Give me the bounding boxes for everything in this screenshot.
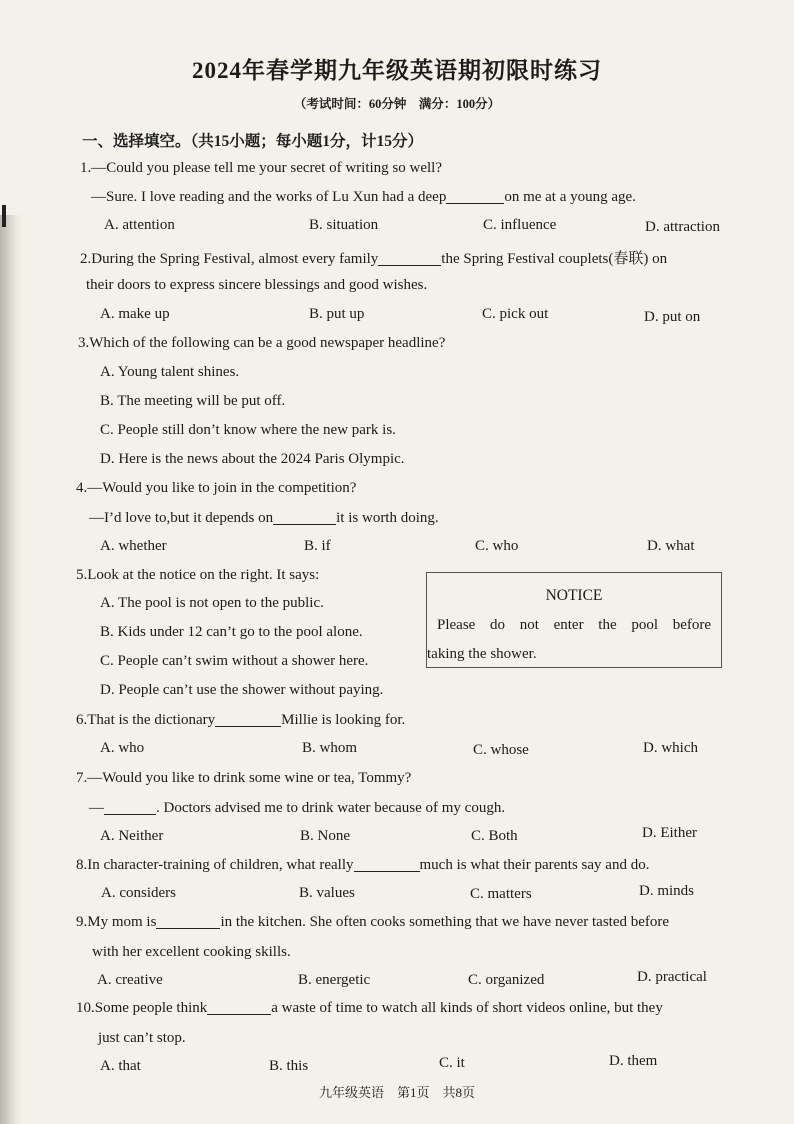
q10-text-a: 10.Some people think xyxy=(76,1000,208,1016)
notice-body xyxy=(427,611,711,669)
q1-option-c: C. influence xyxy=(483,217,557,233)
q8-text-a: 8.In character-training of children, what really xyxy=(76,857,354,873)
q4-option-d: D. what xyxy=(647,538,695,554)
q10-option-b: B. this xyxy=(269,1058,309,1074)
exam-title: 2024年春学期九年级英语期初限时练习 xyxy=(192,58,602,83)
q6-option-b: B. whom xyxy=(302,740,358,756)
q10-text-b: a waste of time to watch all kinds of short videos online, but they xyxy=(271,1000,663,1016)
q9-option-c: C. organized xyxy=(468,972,545,988)
q3-option-b: B. The meeting will be put off. xyxy=(100,393,286,409)
q3-option-d: D. Here is the news about the 2024 Paris Olympic. xyxy=(100,451,405,467)
page-footer: 九年级英语 第1页 共8页 xyxy=(318,1085,475,1100)
q5-option-c: C. People can’t swim without a shower here. xyxy=(100,653,369,669)
binding-mark xyxy=(2,205,6,227)
q8-stem xyxy=(76,856,649,874)
q6-option-a: A. who xyxy=(100,740,145,756)
q1-text-b: on me at a young age. xyxy=(504,189,636,205)
q7-option-b: B. None xyxy=(300,828,350,844)
q4-text-a: —I’d love to,but it depends on xyxy=(89,510,274,526)
section-heading: 一、选择填空。（共15小题；每小题1分，计15分） xyxy=(82,133,424,150)
q4-stem: 4.—Would you like to join in the competition? xyxy=(76,480,357,496)
q6-text-a: 6.That is the dictionary xyxy=(76,712,216,728)
q9-text-b: in the kitchen. She often cooks something that we have never tasted before xyxy=(220,914,670,930)
q8-text-b: much is what their parents say and do. xyxy=(419,857,650,873)
q4-text-b: it is worth doing. xyxy=(336,510,439,526)
q7-option-a: A. Neither xyxy=(100,828,164,844)
q4-option-a: A. whether xyxy=(100,538,167,554)
q10-option-a: A. that xyxy=(100,1058,141,1074)
q7-option-d: D. Either xyxy=(642,825,697,841)
q3-option-a: A. Young talent shines. xyxy=(100,364,240,380)
notice-line-2: taking the shower. xyxy=(427,646,537,662)
q5-option-b: B. Kids under 12 can’t go to the pool alone. xyxy=(100,624,363,640)
q7-option-c: C. Both xyxy=(471,828,518,844)
q6-option-d: D. which xyxy=(643,740,698,756)
q2-blank xyxy=(378,250,441,266)
notice-line-1: Please do not enter the pool before xyxy=(437,617,711,633)
q1-option-a: A. attention xyxy=(104,217,175,233)
q7-answer-line xyxy=(89,799,505,817)
q9-stem-line2: with her excellent cooking skills. xyxy=(92,944,291,960)
q1-option-b: B. situation xyxy=(309,217,379,233)
pool-notice xyxy=(426,572,722,668)
q7-text-a: — xyxy=(89,800,104,816)
q2-option-d: D. put on xyxy=(644,309,701,325)
q10-option-c: C. it xyxy=(439,1055,465,1071)
q1-stem: 1.—Could you please tell me your secret of writing so well? xyxy=(80,160,442,176)
q9-option-d: D. practical xyxy=(637,969,707,985)
q4-option-b: B. if xyxy=(304,538,331,554)
q5-option-a: A. The pool is not open to the public. xyxy=(100,595,324,611)
q8-option-b: B. values xyxy=(299,885,355,901)
q7-text-b: . Doctors advised me to drink water because of my cough. xyxy=(156,800,506,816)
q5-stem: 5.Look at the notice on the right. It says: xyxy=(76,567,320,583)
q9-option-b: B. energetic xyxy=(298,972,371,988)
q3-option-c: C. People still don’t know where the new park is. xyxy=(100,422,396,438)
q6-stem xyxy=(76,711,405,729)
q4-blank xyxy=(273,509,336,525)
q2-stem xyxy=(80,247,667,268)
q7-stem: 7.—Would you like to drink some wine or tea, Tommy? xyxy=(76,770,412,786)
q2-text-a: 2.During the Spring Festival, almost every family xyxy=(80,251,379,267)
q2-text-b: the Spring Festival couplets(春联) on xyxy=(441,251,668,267)
q5-option-d: D. People can’t use the shower without paying. xyxy=(100,682,384,698)
q8-blank xyxy=(354,856,420,872)
q9-stem xyxy=(76,913,669,931)
q6-text-b: Millie is looking for. xyxy=(281,712,406,728)
q2-option-b: B. put up xyxy=(309,306,365,322)
q3-stem: 3.Which of the following can be a good newspaper headline? xyxy=(78,335,446,351)
notice-title: NOTICE xyxy=(545,587,603,604)
q9-blank xyxy=(156,913,220,929)
q9-option-a: A. creative xyxy=(97,972,163,988)
q2-stem-line2: their doors to express sincere blessings and good wishes. xyxy=(86,277,428,293)
q10-blank xyxy=(207,999,271,1015)
q1-blank xyxy=(446,188,504,204)
q1-text-a: —Sure. I love reading and the works of Lu Xun had a deep xyxy=(91,189,447,205)
q10-stem-line2: just can’t stop. xyxy=(98,1030,186,1046)
q1-option-d: D. attraction xyxy=(645,219,720,235)
exam-subtitle: （考试时间：60分钟 满分：100分） xyxy=(293,97,501,111)
q7-blank xyxy=(104,799,156,815)
q8-option-a: A. considers xyxy=(101,885,176,901)
q8-option-d: D. minds xyxy=(639,883,695,899)
binding-shadow xyxy=(0,215,22,1124)
q1-answer-line xyxy=(91,188,636,206)
q4-answer-line xyxy=(89,509,439,527)
q10-stem xyxy=(76,999,663,1017)
q4-option-c: C. who xyxy=(475,538,519,554)
q2-option-a: A. make up xyxy=(100,306,170,322)
q8-option-c: C. matters xyxy=(470,886,532,902)
q9-text-a: 9.My mom is xyxy=(76,914,157,930)
q6-option-c: C. whose xyxy=(473,742,529,758)
q2-option-c: C. pick out xyxy=(482,306,549,322)
q6-blank xyxy=(215,711,281,727)
q10-option-d: D. them xyxy=(609,1053,658,1069)
